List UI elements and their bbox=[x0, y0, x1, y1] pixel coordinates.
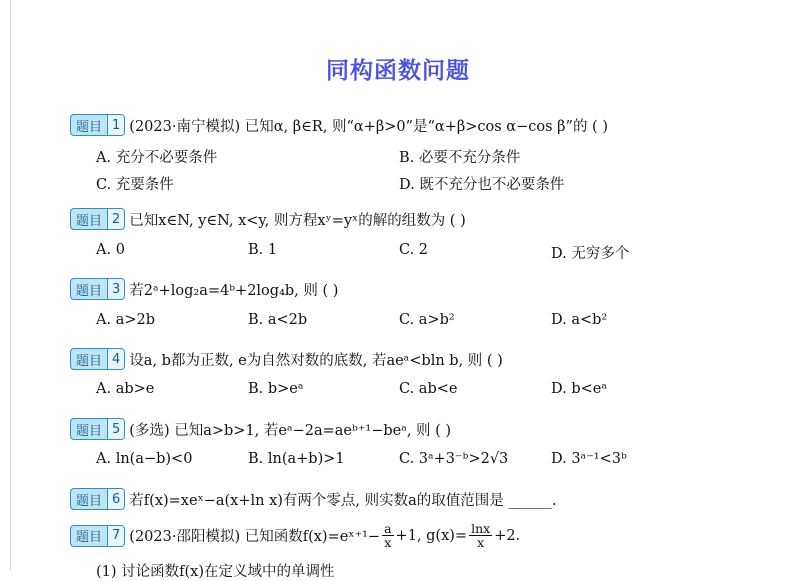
option-c: C. 充要条件 bbox=[96, 177, 174, 193]
option-d: D. a<b² bbox=[551, 312, 608, 328]
question-stem: 若f(x)=xeˣ−a(x+ln x)有两个零点, 则实数a的取值范围是 ______. bbox=[129, 492, 557, 509]
question-stem: (多选) 已知a>b>1, 若eᵃ−2a=aeᵇ⁺¹−beᵃ, 则 ( ) bbox=[129, 422, 452, 439]
option-d: D. 既不充分也不必要条件 bbox=[399, 177, 565, 193]
tag-label: 题目 bbox=[71, 115, 108, 135]
fraction-numerator: a bbox=[384, 521, 392, 536]
question-stem-middle: +1, g(x)= bbox=[395, 527, 468, 544]
page-title: 同构函数问题 bbox=[326, 58, 470, 84]
option-b: B. ln(a+b)>1 bbox=[248, 451, 345, 467]
tag-label: 题目 bbox=[71, 489, 108, 509]
option-c: C. a>b² bbox=[399, 312, 455, 328]
tag-number: 7 bbox=[108, 526, 124, 546]
question-stem-end: +2. bbox=[494, 527, 521, 544]
tag-number: 5 bbox=[108, 419, 124, 439]
question-tag bbox=[70, 348, 125, 370]
question-tag bbox=[70, 114, 125, 136]
option-b: B. 1 bbox=[248, 242, 278, 258]
fraction-denominator: x bbox=[384, 535, 392, 550]
tag-label: 题目 bbox=[71, 279, 108, 299]
question-5 bbox=[70, 418, 451, 440]
question-2 bbox=[70, 208, 466, 230]
option-b: B. 必要不充分条件 bbox=[399, 150, 521, 166]
option-a: A. ln(a−b)<0 bbox=[96, 451, 193, 467]
question-stem: (2023·南宁模拟) 已知α, β∈R, 则“α+β>0”是“α+β>cos α−cos β”的 ( ) bbox=[129, 118, 608, 135]
question-3 bbox=[70, 278, 338, 300]
question-tag bbox=[70, 488, 125, 510]
tag-number: 2 bbox=[108, 209, 124, 229]
tag-label: 题目 bbox=[71, 419, 108, 439]
question-stem: 若2ᵃ+log₂a=4ᵇ+2log₄b, 则 ( ) bbox=[129, 282, 339, 299]
question-stem: 设a, b都为正数, e为自然对数的底数, 若aeᵃ<bln b, 则 ( ) bbox=[129, 352, 503, 369]
question-stem: 已知x∈N, y∈N, x<y, 则方程xʸ=yˣ的解的组数为 ( ) bbox=[129, 212, 466, 229]
option-d: D. 3ᵃ⁻¹<3ᵇ bbox=[551, 451, 627, 467]
tag-number: 4 bbox=[108, 349, 124, 369]
fraction-lnx-over-x bbox=[469, 522, 492, 549]
sub-question-1: (1) 讨论函数f(x)在定义域中的单调性 bbox=[96, 564, 335, 580]
option-a: A. a>2b bbox=[96, 312, 155, 328]
tag-label: 题目 bbox=[71, 209, 108, 229]
question-tag bbox=[70, 278, 125, 300]
option-a: A. ab>e bbox=[96, 381, 155, 397]
fraction-a-over-x bbox=[382, 522, 393, 549]
question-7 bbox=[70, 522, 520, 549]
page-edge bbox=[10, 0, 11, 570]
question-4 bbox=[70, 348, 503, 370]
fraction-numerator: lnx bbox=[471, 521, 491, 536]
option-c: C. 2 bbox=[399, 242, 429, 258]
option-c: C. ab<e bbox=[399, 381, 458, 397]
question-tag bbox=[70, 418, 125, 440]
fraction-denominator: x bbox=[477, 535, 485, 550]
option-d: D. 无穷多个 bbox=[551, 246, 630, 262]
option-a: A. 充分不必要条件 bbox=[96, 150, 218, 166]
option-a: A. 0 bbox=[96, 242, 125, 258]
tag-number: 6 bbox=[108, 489, 124, 509]
tag-label: 题目 bbox=[71, 526, 108, 546]
question-tag bbox=[70, 208, 125, 230]
tag-number: 1 bbox=[108, 115, 124, 135]
option-c: C. 3ᵃ+3⁻ᵇ>2√3 bbox=[399, 451, 509, 467]
question-stem-start: (2023·邵阳模拟) 已知函数f(x)=eˣ⁺¹− bbox=[129, 529, 381, 545]
option-b: B. b>eᵃ bbox=[248, 381, 304, 397]
tag-label: 题目 bbox=[71, 349, 108, 369]
question-6 bbox=[70, 488, 557, 510]
option-b: B. a<2b bbox=[248, 312, 308, 328]
option-d: D. b<eᵃ bbox=[551, 381, 607, 397]
question-1 bbox=[70, 114, 608, 136]
tag-number: 3 bbox=[108, 279, 124, 299]
question-tag bbox=[70, 525, 125, 547]
